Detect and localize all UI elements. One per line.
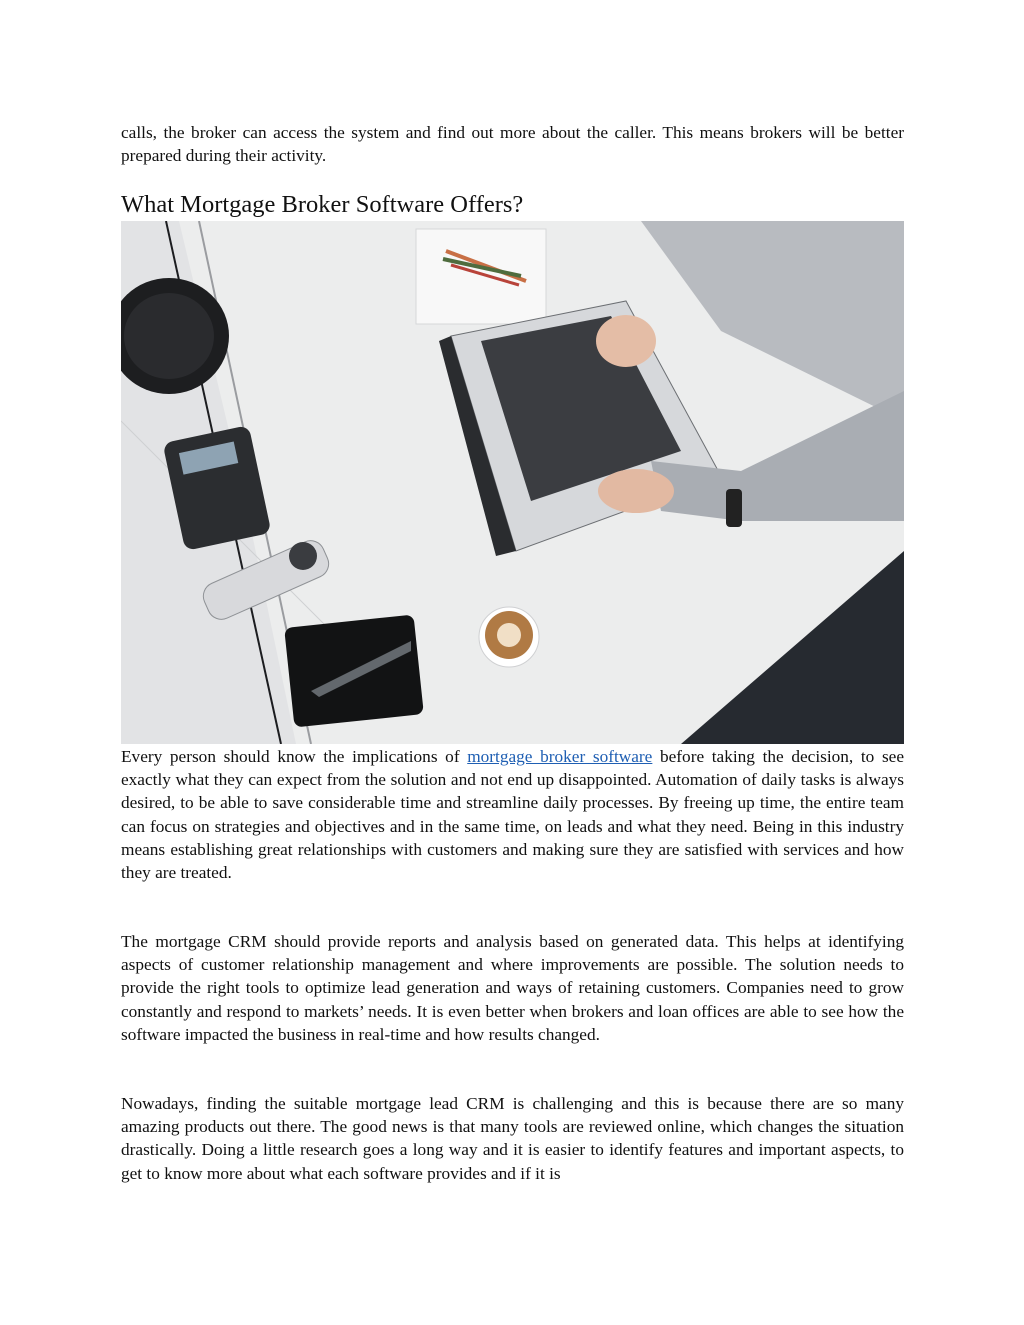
crm-reports-paragraph: The mortgage CRM should provide reports and analysis based on generated data. This helps at identifying aspects of customer relationship management and where improvements are possible. The solution needs to provide the right tools to optimize lead generation and ways of retaining customers. Companies need to grow constantly and respond to markets’ needs. It is even better when brokers and loan offices are able to see how the software impacted the business in real-time and how results changed.: [121, 932, 904, 1044]
paragraph-with-link: [121, 745, 904, 884]
mortgage-broker-software-link[interactable]: mortgage broker software: [467, 747, 653, 766]
paragraph-2-lead-text: Every person should know the implications of: [121, 747, 468, 766]
office-desk-photo: [121, 221, 904, 744]
finding-crm-paragraph: Nowadays, finding the suitable mortgage lead CRM is challenging and this is because there are so many amazing products out there. The good news is that many tools are reviewed online, which changes the situation drastically. Doing a little research goes a long way and it is easier to identify features and important aspects, to get to know more about what each software provides and if it is: [121, 1094, 904, 1183]
section-heading: What Mortgage Broker Software Offers?: [121, 191, 524, 218]
paragraph-2-body-text: before taking the decision, to see exactly what they can expect from the solution and not end up disappointed. Automation of daily tasks is always desired, to be able to save considerable time and streamline daily processes. By freeing up time, the entire team can focus on strategies and objectives and in the same time, on leads and what they need. Being in this industry means establishing great relationships with customers and making sure they are satisfied with services and how they are treated.: [121, 747, 905, 883]
intro-paragraph: calls, the broker can access the system and find out more about the caller. This means brokers will be better prepared during their activity.: [121, 123, 904, 166]
